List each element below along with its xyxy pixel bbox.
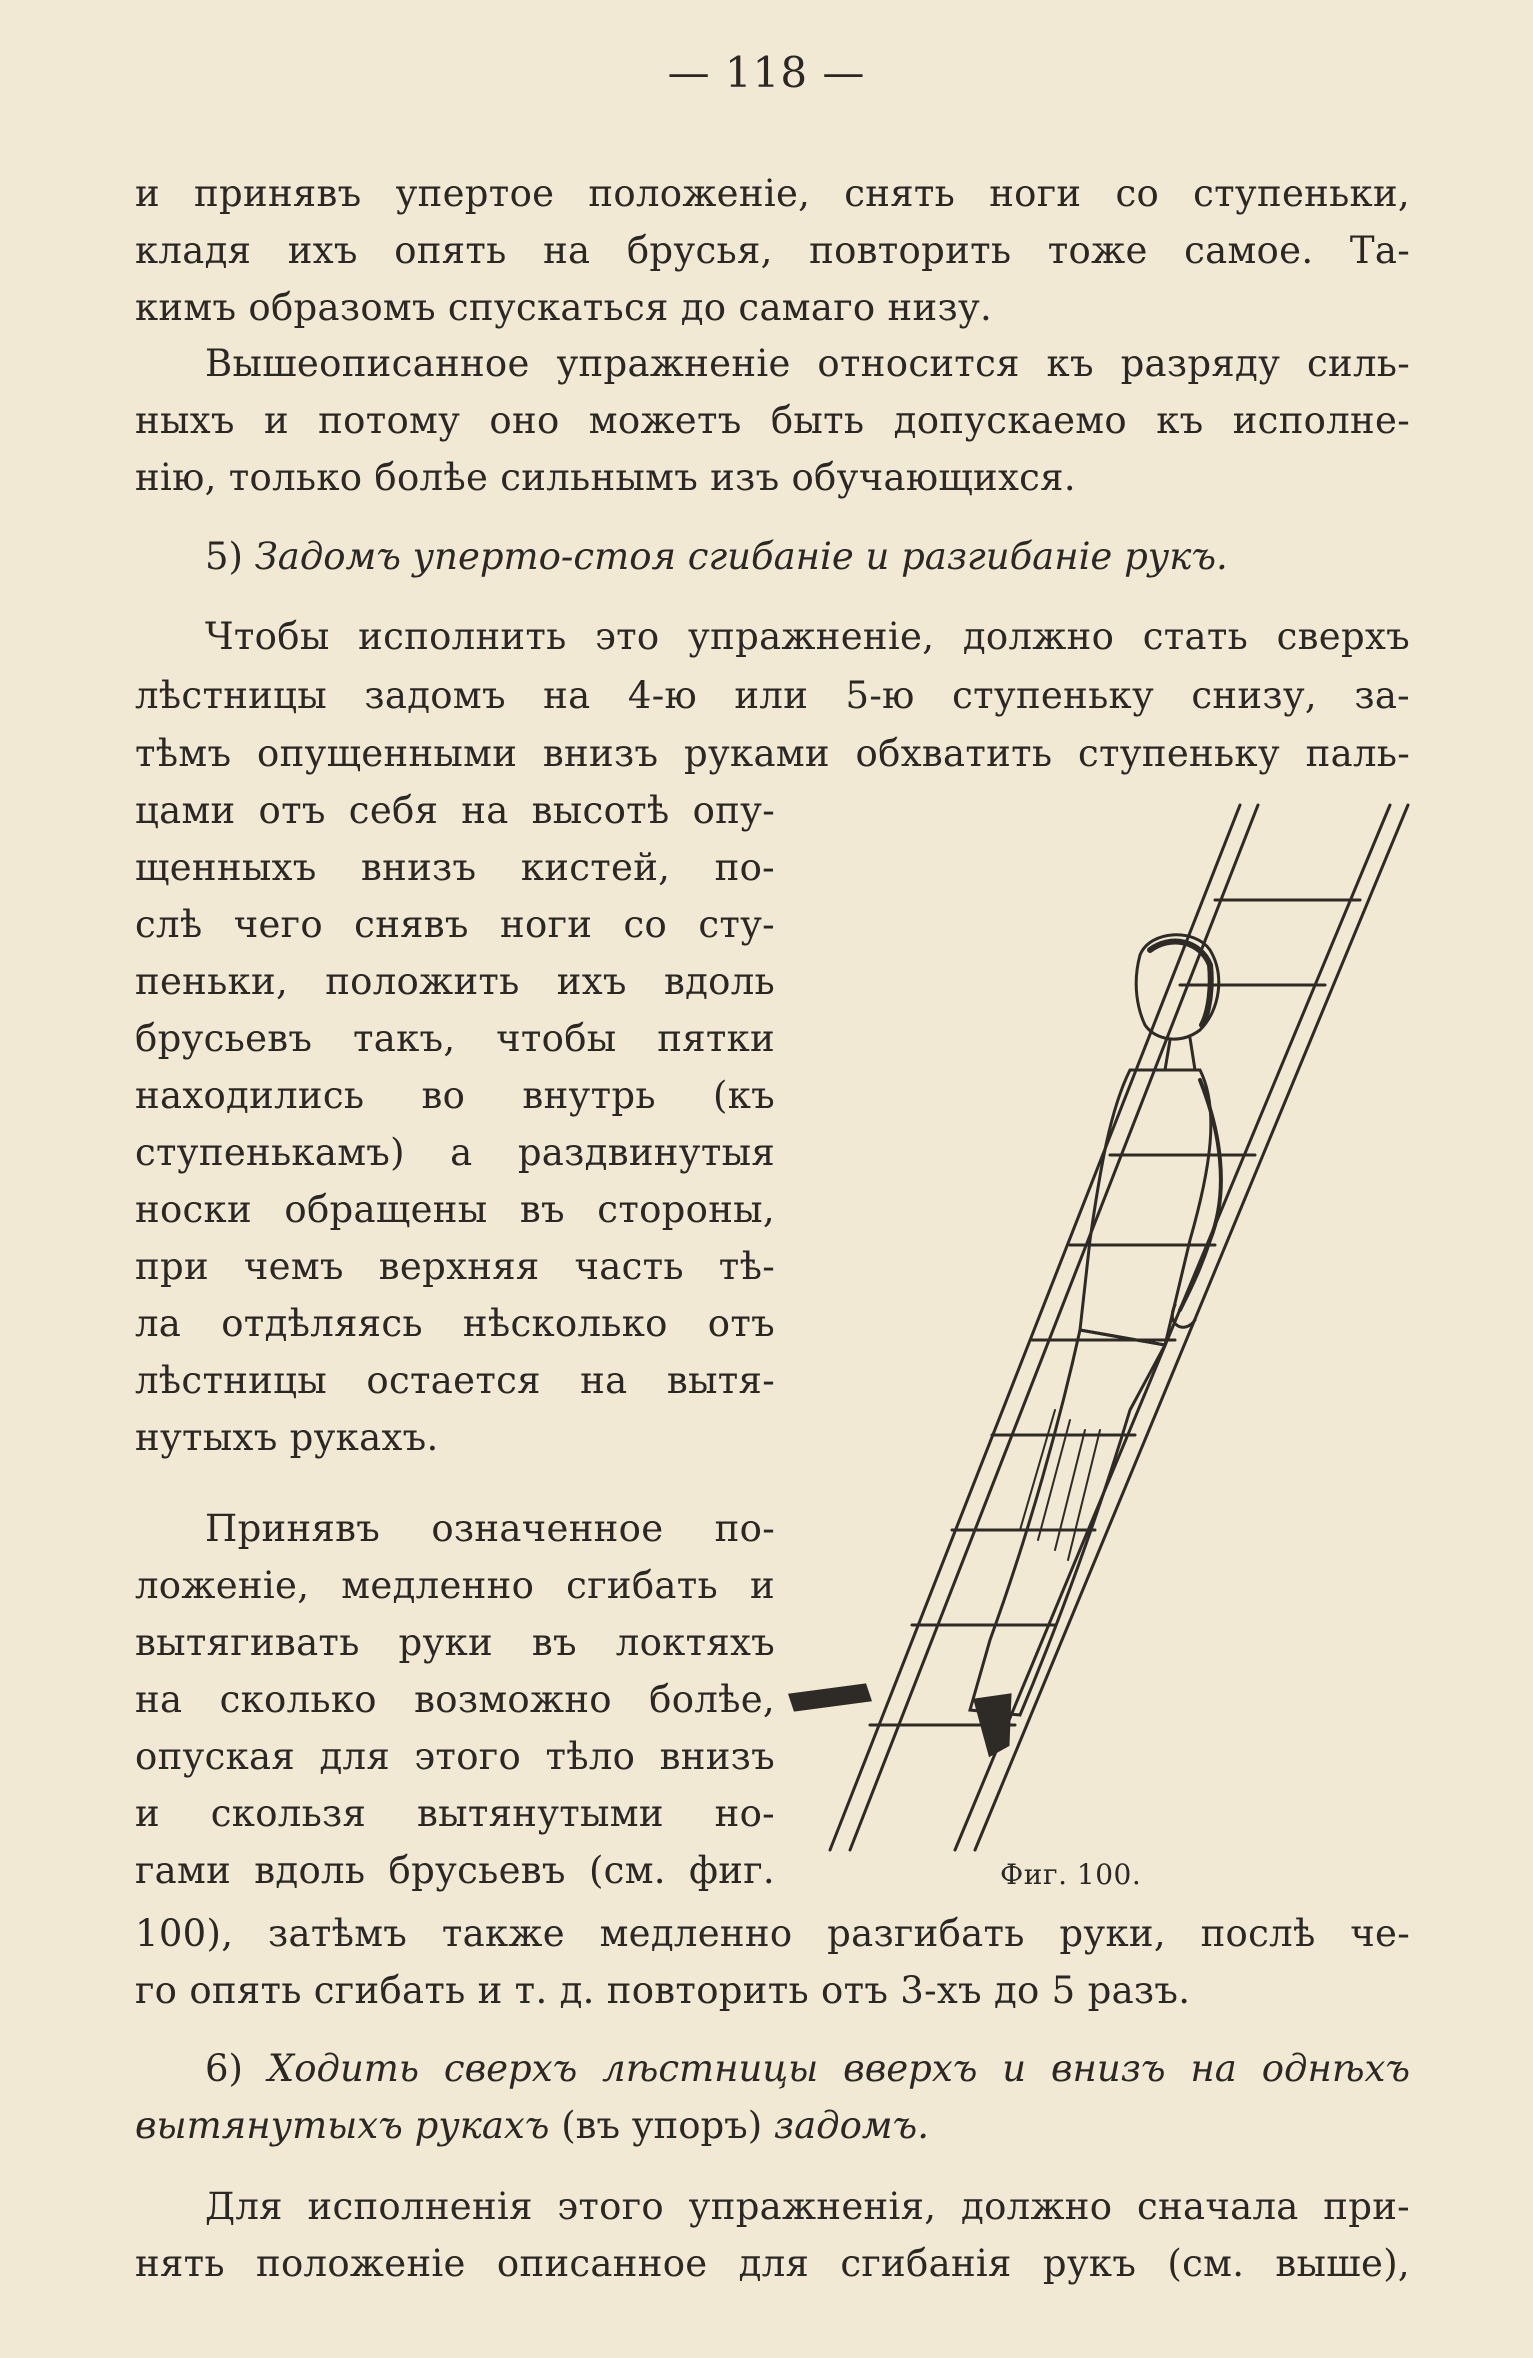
text-line: гами вдоль брусьевъ (см. фиг.	[135, 1849, 775, 1892]
text-line: цами отъ себя на высотѣ опу-	[135, 789, 775, 832]
text-line: кимъ образомъ спускаться до самаго низу.	[135, 286, 993, 329]
person-neck	[1165, 1038, 1195, 1070]
text-line: ныхъ и потому оно можетъ быть допускаемо къ исполне-	[135, 399, 1410, 442]
page-number: — 118 —	[667, 48, 866, 97]
section-heading-6	[205, 2040, 1410, 2098]
text-line: ступенькамъ) а раздвинутыя	[135, 1131, 775, 1174]
text-line: тѣмъ опущенными внизъ руками обхватить ступеньку паль-	[135, 732, 1410, 775]
text-line: го опять сгибать и т. д. повторить отъ 3-хъ до 5 разъ.	[135, 1969, 1191, 2012]
text-line: щенныхъ внизъ кистей, по-	[135, 846, 775, 889]
text-line: Вышеописанное упражненіе относится къ разряду силь-	[205, 342, 1410, 385]
text-line: находились во внутрь (къ	[135, 1074, 775, 1117]
text-line: брусьевъ такъ, чтобы пятки	[135, 1017, 775, 1060]
text-line: и скользя вытянутыми но-	[135, 1792, 775, 1835]
text-line: при чемъ верхняя часть тѣ-	[135, 1245, 775, 1288]
text-line: ла отдѣляясь нѣсколько отъ	[135, 1302, 775, 1345]
heading-text: задомъ.	[773, 2104, 929, 2147]
ladder-rail-right	[955, 805, 1390, 1850]
text-line: кладя ихъ опять на брусья, повторить тоже самое. Та-	[135, 229, 1410, 272]
ladder-rail-left-inner	[850, 805, 1258, 1850]
text-line: ложеніе, медленно сгибать и	[135, 1564, 775, 1607]
person-foot-left	[790, 1685, 870, 1710]
heading-number: 6)	[205, 2047, 243, 2090]
text-line: Принявъ означенное по-	[205, 1507, 775, 1550]
ladder-rail-right-inner	[975, 805, 1408, 1850]
text-line: нутыхъ рукахъ.	[135, 1416, 439, 1459]
text-line: на сколько возможно болѣе,	[135, 1678, 775, 1721]
heading-text: вытянутыхъ рукахъ	[135, 2104, 550, 2147]
section-heading-6-cont	[135, 2097, 929, 2155]
text-line: Чтобы исполнить это упражненіе, должно стать сверхъ	[205, 615, 1410, 658]
text-line: Для исполненія этого упражненія, должно сначала при-	[205, 2185, 1410, 2228]
figure-caption: Фиг. 100.	[1000, 1858, 1142, 1891]
person-skirt	[970, 1330, 1165, 1715]
heading-number: 5)	[205, 535, 243, 578]
text-line: опуская для этого тѣло внизъ	[135, 1735, 775, 1778]
section-heading-5	[205, 528, 1228, 586]
text-line: лѣстницы остается на вытя-	[135, 1359, 775, 1402]
heading-text: Ходить сверхъ лѣстницы вверхъ и внизъ на однѣхъ	[267, 2047, 1410, 2090]
text-line: лѣстницы задомъ на 4-ю или 5-ю ступеньку снизу, за-	[135, 674, 1410, 717]
heading-text: Задомъ уперто-стоя сгибаніе и разгибаніе рукъ.	[254, 535, 1228, 578]
text-line: пеньки, положить ихъ вдоль	[135, 960, 775, 1003]
text-line: вытягивать руки въ локтяхъ	[135, 1621, 775, 1664]
text-line: нію, только болѣе сильнымъ изъ обучающихся.	[135, 456, 1076, 499]
text-line: слѣ чего снявъ ноги со сту-	[135, 903, 775, 946]
heading-text: (въ упоръ)	[561, 2104, 763, 2147]
text-line: и принявъ упертое положеніе, снять ноги со ступеньки,	[135, 172, 1410, 215]
text-line: носки обращены въ стороны,	[135, 1188, 775, 1231]
text-line: 100), затѣмъ также медленно разгибать руки, послѣ че-	[135, 1912, 1410, 1955]
ladder-figure	[770, 770, 1430, 1870]
text-line: нять положеніе описанное для сгибанія рукъ (см. выше),	[135, 2242, 1410, 2285]
